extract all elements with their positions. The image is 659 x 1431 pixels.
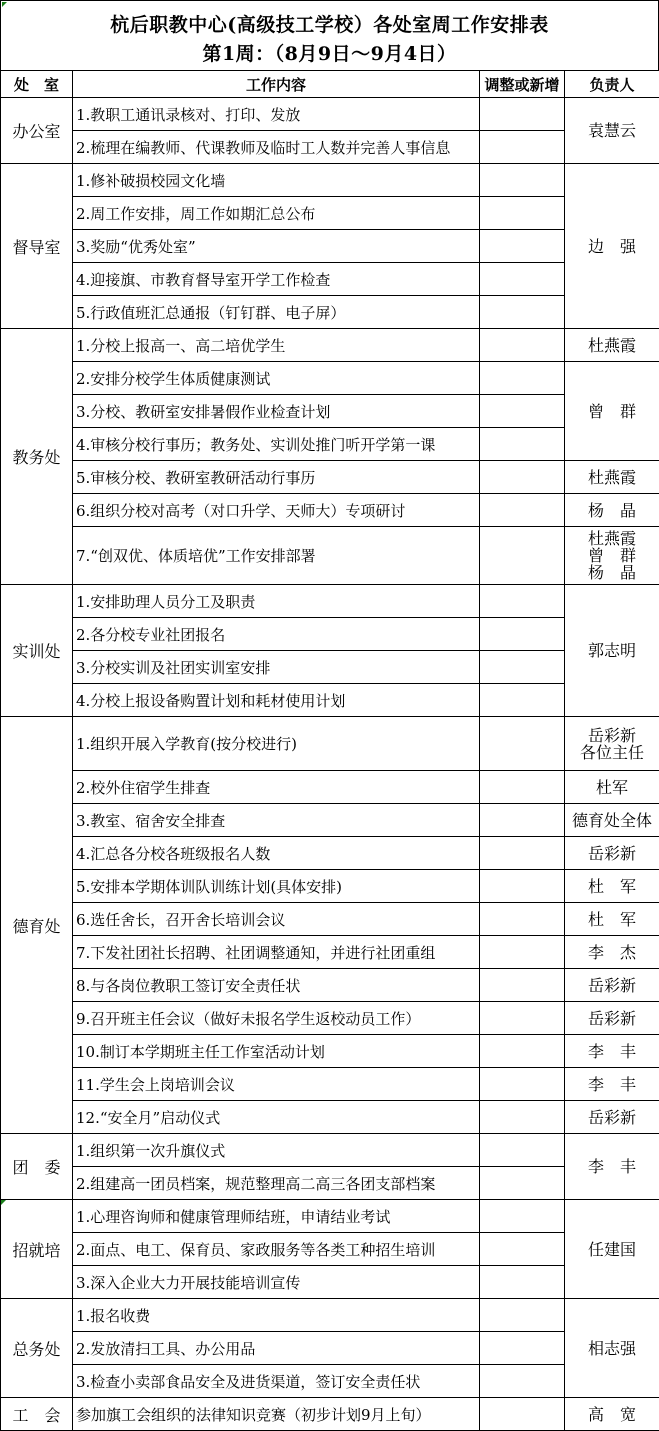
owner-cell[interactable] [565,804,659,837]
owner-name: 曾 群 [587,401,636,421]
adjust-cell[interactable] [480,131,565,164]
owner-cell[interactable] [565,1101,659,1134]
table-row [1,1035,659,1068]
adjust-cell[interactable] [480,1167,565,1200]
task-cell[interactable]: 1.心理咨询师和健康管理师结班，申请结业考试 [73,1200,480,1233]
adjust-cell[interactable] [480,1200,565,1233]
owner-cell[interactable] [565,1200,659,1299]
adjust-cell[interactable] [480,1035,565,1068]
adjust-cell[interactable] [480,1068,565,1101]
owner-cell[interactable] [565,527,659,585]
adjust-cell[interactable] [480,428,565,461]
adjust-cell[interactable] [480,804,565,837]
table-row [1,1332,659,1365]
adjust-cell[interactable] [480,618,565,651]
adjust-cell[interactable] [480,329,565,362]
owner-cell[interactable] [565,98,659,164]
table-row [1,651,659,684]
adjust-cell[interactable] [480,1332,565,1365]
table-row [1,771,659,804]
adjust-cell[interactable] [480,1398,565,1431]
task-cell[interactable]: 7.下发社团社长招聘、社团调整通知，并进行社团重组 [73,936,480,969]
table-row [1,1167,659,1200]
owner-name: 德育处全体 [571,810,652,830]
header-dept[interactable]: 处 室 [1,71,73,98]
adjust-cell[interactable] [480,684,565,717]
task-cell[interactable]: 4.审核分校行事历；教务处、实训处推门听开学第一课 [73,428,480,461]
owner-name: 杨 晶 [587,563,636,582]
task-cell[interactable]: 2.校外住宿学生排查 [73,771,480,804]
table-row [1,164,659,197]
task-cell[interactable]: 4.迎接旗、市教育督导室开学工作检查 [73,263,480,296]
table-row [1,461,659,494]
owner-name: 岳彩新 [587,975,636,995]
owner-name: 杜燕霞 [587,335,636,355]
owner-cell[interactable] [565,1068,659,1101]
task-cell[interactable]: 8.与各岗位教职工签订安全责任状 [73,969,480,1002]
owner-name: 岳彩新 [587,1107,636,1127]
table-row [1,684,659,717]
adjust-cell[interactable] [480,230,565,263]
owner-cell[interactable] [565,1299,659,1398]
dept-cell[interactable]: 团 委 [1,1134,73,1200]
task-cell[interactable]: 2.组建高一团员档案，规范整理高二高三各团支部档案 [73,1167,480,1200]
table-row [1,1398,659,1431]
header-owner[interactable]: 负责人 [565,71,659,98]
owner-cell[interactable] [565,837,659,870]
dept-cell[interactable]: 督导室 [1,164,73,329]
task-cell[interactable]: 1.分校上报高一、高二培优学生 [73,329,480,362]
dept-cell[interactable]: 办公室 [1,98,73,164]
table-row [1,585,659,618]
dept-cell[interactable]: 总务处 [1,1299,73,1398]
adjust-cell[interactable] [480,1299,565,1332]
adjust-cell[interactable] [480,651,565,684]
table-row [1,329,659,362]
task-cell[interactable]: 3.分校实训及社团实训室安排 [73,651,480,684]
task-cell[interactable]: 1.组织开展入学教育(按分校进行) [73,717,480,771]
owner-name: 李 丰 [587,1157,636,1176]
adjust-cell[interactable] [480,1365,565,1398]
adjust-cell[interactable] [480,969,565,1002]
table-row [1,362,659,395]
table-row [1,870,659,903]
task-cell[interactable]: 11.学生会上岗培训会议 [73,1068,480,1101]
week-range: 第1周：（8月9日～9月4日） [202,43,457,65]
task-cell[interactable]: 3.深入企业大力开展技能培训宣传 [73,1266,480,1299]
task-cell[interactable]: 2.发放清扫工具、办公用品 [73,1332,480,1365]
owner-name: 郭志明 [587,641,636,660]
adjust-cell[interactable] [480,903,565,936]
task-cell[interactable]: 1.教职工通讯录核对、打印、发放 [73,98,480,131]
owner-cell[interactable] [565,1002,659,1035]
adjust-cell[interactable] [480,771,565,804]
task-cell[interactable]: 6.选任舍长，召开舍长培训会议 [73,903,480,936]
task-cell[interactable]: 5.安排本学期体训队训练计划(具体安排) [73,870,480,903]
owner-name: 杜 军 [587,909,636,929]
owner-cell[interactable] [565,936,659,969]
adjust-cell[interactable] [480,494,565,527]
owner-name: 曾 群 [587,546,636,565]
adjust-cell[interactable] [480,717,565,771]
table-row [1,1068,659,1101]
task-cell[interactable]: 3.奖励“优秀处室” [73,230,480,263]
adjust-cell[interactable] [480,1101,565,1134]
owner-cell[interactable] [565,1035,659,1068]
owner-cell[interactable] [565,329,659,362]
owner-cell[interactable] [565,585,659,717]
owner-name: 相志强 [587,1338,636,1358]
owner-cell[interactable] [565,362,659,461]
header-task[interactable]: 工作内容 [73,71,480,98]
adjust-cell[interactable] [480,527,565,585]
task-cell[interactable]: 9.召开班主任会议（做好未报名学生返校动员工作） [73,1002,480,1035]
dept-cell[interactable]: 教务处 [1,329,73,585]
task-cell[interactable]: 2.面点、电工、保育员、家政服务等各类工种招生培训 [73,1233,480,1266]
task-cell[interactable]: 参加旗工会组织的法律知识竞赛（初步计划9月上旬） [73,1398,480,1431]
adjust-cell[interactable] [480,461,565,494]
table-row [1,263,659,296]
owner-name: 袁慧云 [587,121,636,140]
table-row [1,230,659,263]
owner-name: 李 杰 [587,942,636,962]
task-cell[interactable]: 3.分校、教研室安排暑假作业检查计划 [73,395,480,428]
table-row [1,903,659,936]
table-row [1,428,659,461]
adjust-cell[interactable] [480,837,565,870]
owner-cell[interactable] [565,771,659,804]
sheet-title: 杭后职教中心(高级技工学校）各处室周工作安排表 [110,14,549,36]
task-cell[interactable]: 1.组织第一次升旗仪式 [73,1134,480,1167]
task-cell[interactable]: 3.检查小卖部食品安全及进货渠道，签订安全责任状 [73,1365,480,1398]
table-row [1,494,659,527]
table-row [1,618,659,651]
table-row [1,1200,659,1233]
owner-name: 杨 晶 [587,500,636,520]
task-cell[interactable]: 6.组织分校对高考（对口升学、天师大）专项研讨 [73,494,480,527]
task-cell[interactable]: 12.“安全月”启动仪式 [73,1101,480,1134]
task-cell[interactable]: 1.安排助理人员分工及职责 [73,585,480,618]
owner-name: 杜燕霞 [587,529,636,548]
dept-cell[interactable]: 实训处 [1,585,73,717]
owner-cell[interactable] [565,461,659,494]
table-row [1,717,659,771]
table-row [1,804,659,837]
task-cell[interactable]: 5.审核分校、教研室教研活动行事历 [73,461,480,494]
table-row [1,837,659,870]
table-row [1,969,659,1002]
owner-cell[interactable] [565,870,659,903]
task-cell[interactable]: 2.周工作安排，周工作如期汇总公布 [73,197,480,230]
dept-cell[interactable]: 德育处 [1,717,73,1134]
table-body [1,98,659,1431]
task-cell[interactable]: 10.制订本学期班主任工作室活动计划 [73,1035,480,1068]
owner-cell[interactable] [565,903,659,936]
title-cell[interactable] [0,0,659,71]
owner-name: 杜 军 [587,876,636,896]
adjust-cell[interactable] [480,164,565,197]
task-cell[interactable]: 3.教室、宿舍安全排查 [73,804,480,837]
owner-cell[interactable] [565,1398,659,1431]
table-row [1,527,659,585]
owner-name: 岳彩新 [587,725,636,745]
table-row [1,98,659,131]
adjust-cell[interactable] [480,263,565,296]
comment-marker-icon [1,1200,6,1205]
owner-name: 岳彩新 [587,1008,636,1028]
table-row [1,395,659,428]
adjust-cell[interactable] [480,362,565,395]
task-cell[interactable]: 4.分校上报设备购置计划和耗材使用计划 [73,684,480,717]
comment-marker-icon [2,2,7,7]
adjust-cell[interactable] [480,870,565,903]
task-cell[interactable]: 2.梳理在编教师、代课教师及临时工人数并完善人事信息 [73,131,480,164]
table-row [1,1101,659,1134]
adjust-cell[interactable] [480,98,565,131]
table-row [1,1266,659,1299]
owner-name: 边 强 [587,236,636,256]
dept-cell[interactable]: 招就培 [1,1200,73,1299]
adjust-cell[interactable] [480,1002,565,1035]
table-row [1,197,659,230]
table-row [1,296,659,329]
task-cell[interactable]: 1.修补破损校园文化墙 [73,164,480,197]
adjust-cell[interactable] [480,1233,565,1266]
adjust-cell[interactable] [480,395,565,428]
task-cell[interactable]: 2.各分校专业社团报名 [73,618,480,651]
adjust-cell[interactable] [480,1134,565,1167]
task-cell[interactable]: 1.报名收费 [73,1299,480,1332]
owner-cell[interactable] [565,164,659,329]
adjust-cell[interactable] [480,936,565,969]
adjust-cell[interactable] [480,585,565,618]
table-row [1,1134,659,1167]
table-row [1,131,659,164]
owner-name: 杜燕霞 [587,467,636,487]
adjust-cell[interactable] [480,197,565,230]
owner-name: 任建国 [587,1239,636,1259]
owner-cell[interactable] [565,494,659,527]
table-row [1,1365,659,1398]
task-cell[interactable]: 5.行政值班汇总通报（钉钉群、电子屏） [73,296,480,329]
owner-name: 李 丰 [587,1074,636,1094]
owner-name: 李 丰 [587,1041,636,1061]
table-row [1,1233,659,1266]
task-cell[interactable]: 2.安排分校学生体质健康测试 [73,362,480,395]
adjust-cell[interactable] [480,1266,565,1299]
table-row [1,1002,659,1035]
owner-cell[interactable] [565,1134,659,1200]
owner-name: 各位主任 [579,742,644,762]
schedule-table [0,70,659,1431]
owner-name: 岳彩新 [587,843,636,863]
header-adjust[interactable]: 调整或新增 [480,71,565,98]
table-row [1,936,659,969]
dept-cell[interactable]: 工 会 [1,1398,73,1431]
owner-cell[interactable] [565,969,659,1002]
task-cell[interactable]: 4.汇总各分校各班级报名人数 [73,837,480,870]
table-row [1,1299,659,1332]
adjust-cell[interactable] [480,296,565,329]
owner-cell[interactable] [565,717,659,771]
owner-name: 杜军 [595,777,628,797]
owner-name: 高 宽 [587,1404,636,1424]
task-cell[interactable]: 7.“创双优、体质培优”工作安排部署 [73,527,480,585]
